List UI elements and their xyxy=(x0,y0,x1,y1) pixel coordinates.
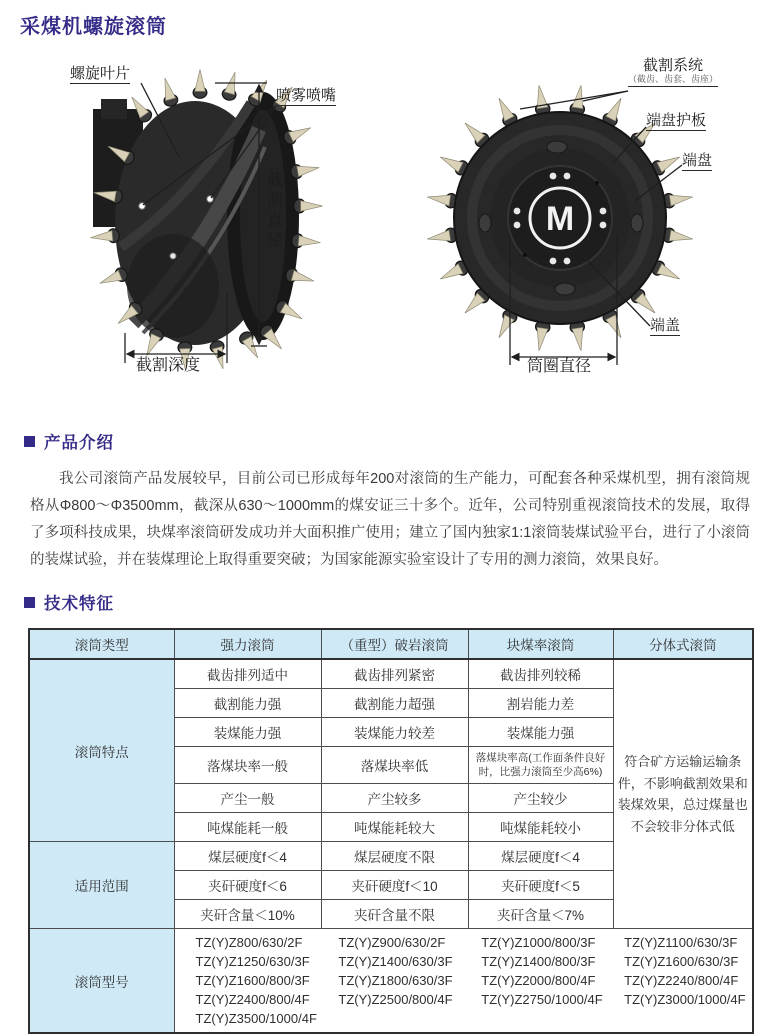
table-cell: 产尘较多 xyxy=(321,784,468,813)
tech-features-table xyxy=(28,628,754,1034)
cutting-pick xyxy=(532,84,551,116)
label-cutting-depth: 截割深度 xyxy=(136,357,201,374)
model-number: TZ(Y)Z2750/1000/4F xyxy=(481,992,603,1008)
cutting-pick xyxy=(221,70,242,101)
table-cell: 装煤能力较差 xyxy=(321,718,468,747)
model-number: TZ(Y)Z1250/630/3F xyxy=(195,954,310,970)
table-header-row xyxy=(29,629,753,659)
model-number: TZ(Y)Z900/630/2F xyxy=(338,935,446,951)
table-cell: 装煤能力强 xyxy=(174,718,321,747)
model-number: TZ(Y)Z1000/800/3F xyxy=(481,935,596,951)
table-cell: 截齿排列较稀 xyxy=(468,659,613,689)
section-bullet-icon xyxy=(24,597,35,608)
label-end-cover: 端盖 xyxy=(650,317,680,336)
section-heading-intro xyxy=(24,429,780,453)
model-number: TZ(Y)Z1100/630/3F xyxy=(624,935,738,951)
table-cell: 装煤能力强 xyxy=(468,718,613,747)
col-header-strong: 强力滚筒 xyxy=(174,629,321,659)
table-cell: 吨煤能耗较大 xyxy=(321,813,468,842)
right-drum-figure xyxy=(405,51,775,401)
section-title-intro: 产品介绍 xyxy=(44,434,114,452)
label-cutting-system-sub: （截齿、齿套、齿座） xyxy=(628,73,719,84)
row-group-models: 滚筒型号 xyxy=(29,929,174,1034)
spray-nozzle-dot xyxy=(170,253,176,259)
table-cell: 夹矸硬度f＜6 xyxy=(174,871,321,900)
col-header-split: 分体式滚筒 xyxy=(613,629,753,659)
models-grid xyxy=(178,933,750,1028)
cutting-pick xyxy=(97,266,129,290)
label-ring-diameter: 筒圈直径 xyxy=(527,358,592,375)
table-cell: 煤层硬度f＜4 xyxy=(174,842,321,871)
label-end-disc-guard: 端盘护板 xyxy=(646,112,706,131)
cutting-pick xyxy=(426,190,458,209)
model-number: TZ(Y)Z2240/800/4F xyxy=(624,973,739,989)
model-number: TZ(Y)Z1600/800/3F xyxy=(195,973,310,989)
model-number: TZ(Y)Z3000/1000/4F xyxy=(624,992,746,1008)
intro-paragraph: 我公司滚筒产品发展较早，目前公司已形成每年200对滚筒的生产能力，可配套各种采煤机型，拥有滚筒规格从Φ800～Φ3500mm，截深从630～1000mm的煤安证三十多个。近年，公司特别重视滚筒技术的发展，取得了多项科技成果，块煤率滚筒研发成功并大面积推广使用；建立了国内独家1:1滚筒装煤试验平台，进行了小滚筒的装煤试验，并在装煤理论上取得重要突破；为国家能源实验室设计了专用的测力滚筒，效果良好。 xyxy=(30,471,750,568)
cutting-pick xyxy=(294,199,323,213)
table-cell: 吨煤能耗较小 xyxy=(468,813,613,842)
col-header-rock: （重型）破岩滚筒 xyxy=(321,629,468,659)
model-number: TZ(Y)Z1800/630/3F xyxy=(338,973,453,989)
section-heading-features xyxy=(24,590,780,614)
label-cutting-system-group xyxy=(628,58,718,87)
label-end-disc: 端盘 xyxy=(682,152,712,171)
label-cutting-system: 截割系统 xyxy=(643,57,704,74)
table-row xyxy=(29,659,753,689)
label-spiral-blade: 螺旋叶片 xyxy=(70,65,130,84)
table-cell: 煤层硬度不限 xyxy=(321,842,468,871)
table-cell: 落煤块率一般 xyxy=(174,747,321,784)
table-cell: 产尘一般 xyxy=(174,784,321,813)
col-header-drum-type: 滚筒类型 xyxy=(29,629,174,659)
cutting-pick xyxy=(662,190,694,209)
model-number: TZ(Y)Z2500/800/4F xyxy=(338,992,453,1008)
cutting-pick xyxy=(291,233,321,249)
model-number: TZ(Y)Z1400/630/3F xyxy=(338,954,453,970)
section-title-features: 技术特征 xyxy=(44,595,114,613)
hub-logo: M xyxy=(545,200,575,238)
table-cell: 夹矸硬度f＜10 xyxy=(321,871,468,900)
model-number: TZ(Y)Z2000/800/4F xyxy=(481,973,596,989)
row-group-features: 滚筒特点 xyxy=(29,659,174,842)
figures-area xyxy=(0,41,780,413)
table-cell: 截齿排列紧密 xyxy=(321,659,468,689)
split-drum-note: 符合矿方运输运输条件，不影响截割效果和装煤效果，总过煤量也不会较非分体式低 xyxy=(613,659,753,929)
table-cell: 吨煤能耗一般 xyxy=(174,813,321,842)
model-number: TZ(Y)Z800/630/2F xyxy=(195,935,303,951)
page-title: 采煤机螺旋滚筒 xyxy=(20,16,167,38)
label-spray-nozzle: 喷雾喷嘴 xyxy=(276,87,336,106)
table-cell: 夹矸硬度f＜5 xyxy=(468,871,613,900)
table-cell: 割岩能力差 xyxy=(468,689,613,718)
cutting-pick xyxy=(426,227,458,246)
table-cell: 夹矸含量＜7% xyxy=(468,900,613,929)
table-cell: 落煤块率高(工作面条件良好时，比强力滚筒至少高6%) xyxy=(468,747,613,784)
model-number: TZ(Y)Z1600/630/3F xyxy=(624,954,739,970)
col-header-lump: 块煤率滚筒 xyxy=(468,629,613,659)
cutting-pick xyxy=(90,228,120,244)
cutting-pick xyxy=(662,227,694,246)
table-cell: 煤层硬度f＜4 xyxy=(468,842,613,871)
cutting-pick xyxy=(193,69,207,98)
row-group-scope: 适用范围 xyxy=(29,842,174,929)
section-bullet-icon xyxy=(24,436,35,447)
table-cell: 产尘较少 xyxy=(468,784,613,813)
left-drum-figure xyxy=(55,51,405,391)
document-page xyxy=(0,10,780,1027)
model-number: TZ(Y)Z3500/1000/4F xyxy=(195,1011,317,1027)
right-drum-body xyxy=(454,112,666,324)
table-row xyxy=(29,929,753,1034)
model-number: TZ(Y)Z1400/800/3F xyxy=(481,954,596,970)
cutting-pick xyxy=(532,320,551,352)
table-cell: 落煤块率低 xyxy=(321,747,468,784)
models-cell xyxy=(174,929,753,1034)
table-cell: 夹矸含量＜10% xyxy=(174,900,321,929)
table-cell: 截割能力强 xyxy=(174,689,321,718)
table-cell: 截齿排列适中 xyxy=(174,659,321,689)
cutting-pick xyxy=(569,320,588,352)
table-cell: 夹矸含量不限 xyxy=(321,900,468,929)
cutting-pick xyxy=(158,76,179,107)
label-cutting-diameter: 截割直径 xyxy=(264,171,282,251)
model-number: TZ(Y)Z2400/800/4F xyxy=(195,992,310,1008)
table-cell: 截割能力超强 xyxy=(321,689,468,718)
